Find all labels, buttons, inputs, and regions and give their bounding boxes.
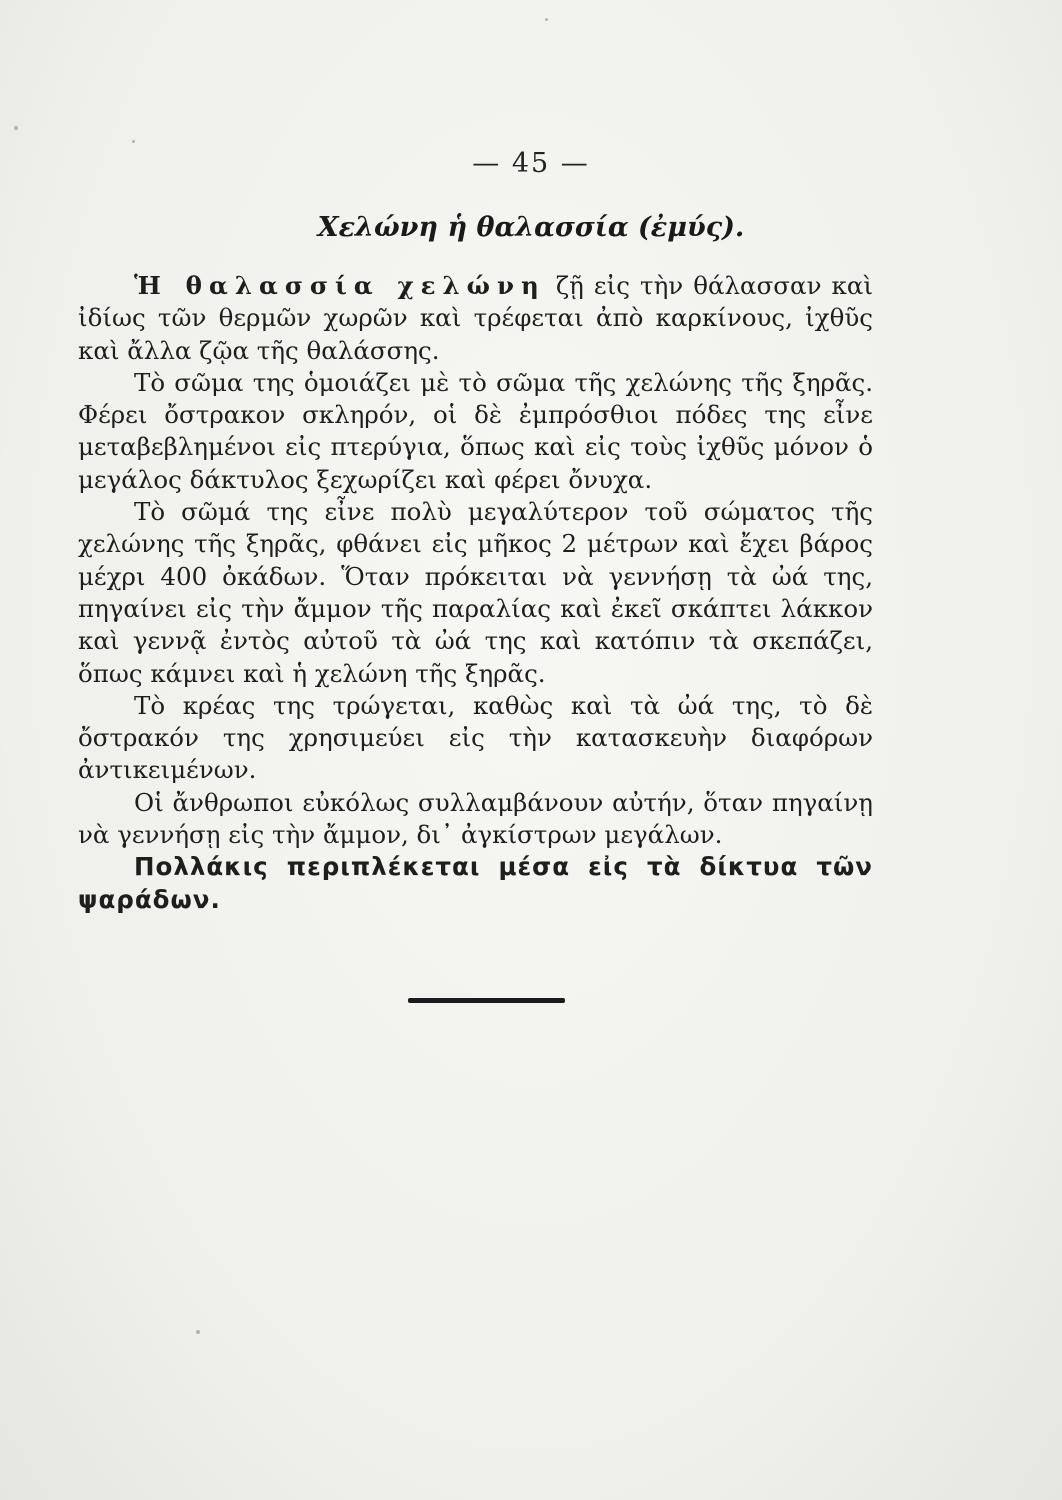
- section-divider: [408, 998, 565, 1003]
- paragraph-4: Τὸ κρέας της τρώγεται, καθὼς καὶ τὰ ὠά της, τὸ δὲ ὄστρακόν της χρησιμεύει εἰς τὴν κατασκευὴν διαφόρων ἀντικειμένων.: [78, 690, 873, 785]
- paragraph-1-lead: Ἡ θαλασσία χελώνη: [134, 271, 546, 300]
- paper-speck: [14, 126, 18, 130]
- paragraph-1-text: ζῇ εἰς τὴν θάλασσαν καὶ ἰδίως τῶν θερμῶν χωρῶν καὶ τρέφεται ἀπὸ καρκίνους, ἰχθῦς καὶ ἄλλα ζῷα τῆς θαλάσσης.: [78, 271, 873, 365]
- paragraph-3: Τὸ σῶμά της εἶνε πολὺ μεγαλύτερον τοῦ σώματος τῆς χελώνης τῆς ξηρᾶς, φθάνει εἰς μῆκος 2 μέτρων καὶ ἔχει βάρος μέχρι 400 ὀκάδων. Ὅταν πρόκειται νὰ γεννήσῃ τὰ ὠά της, πηγαίνει εἰς τὴν ἄμμον τῆς παραλίας καὶ ἐκεῖ σκάπτει λάκκον καὶ γεννᾷ ἐντὸς αὐτοῦ τὰ ὠά της καὶ κατόπιν τὰ σκεπάζει, ὅπως κάμνει καὶ ἡ χελώνη τῆς ξηρᾶς.: [78, 497, 873, 688]
- page-number: — 45 —: [472, 148, 590, 179]
- paragraph-5: Οἱ ἄνθρωποι εὐκόλως συλλαμβάνουν αὐτήν, ὅταν πηγαίνῃ νὰ γεννήσῃ εἰς τὴν ἄμμον, δι᾿ ἀγκίστρων μεγάλων.: [78, 787, 873, 850]
- body-text: [78, 270, 873, 916]
- paragraph-1: [78, 270, 873, 367]
- paragraph-2: Τὸ σῶμα της ὁμοιάζει μὲ τὸ σῶμα τῆς χελώνης τῆς ξηρᾶς. Φέρει ὄστρακον σκληρόν, οἱ δὲ ἐμπρόσθιοι πόδες της εἶνε μεταβεβλημένοι εἰς πτερύγια, ὅπως καὶ εἰς τοὺς ἰχθῦς μόνον ὁ μεγάλος δάκτυλος ξεχωρίζει καὶ φέρει ὄνυχα.: [78, 367, 873, 494]
- paper-speck: [132, 140, 135, 143]
- paper-speck: [545, 18, 548, 21]
- page-title: Χελώνη ἡ θαλασσία (ἐμύς).: [317, 212, 745, 243]
- paper-speck: [196, 1330, 200, 1334]
- paragraph-6: Πολλάκις περιπλέκεται μέσα εἰς τὰ δίκτυα τῶν ψαράδων.: [78, 852, 873, 914]
